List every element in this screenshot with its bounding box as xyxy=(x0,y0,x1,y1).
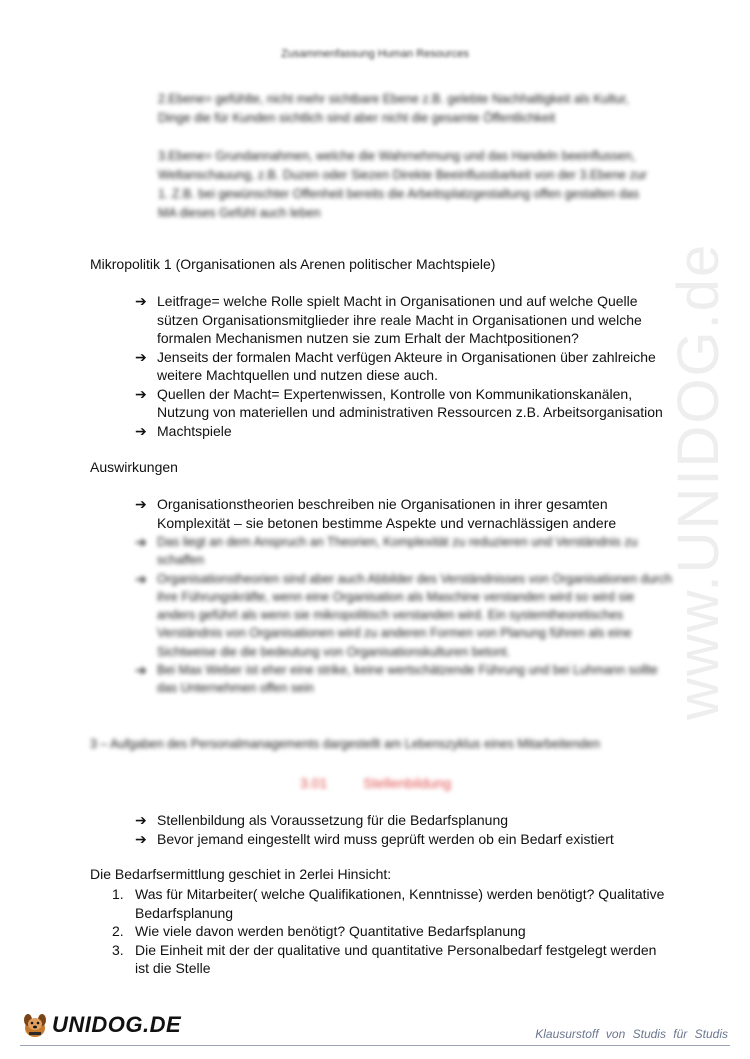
subsection-name: Stellenbildung xyxy=(363,775,452,791)
list-item: ➔ Das liegt an dem Anspruch an Theorien, Komplexität zu reduzieren und Verständnis zu schaffen xyxy=(135,534,638,568)
arrow-right-icon: ➔ xyxy=(135,570,147,587)
bedarf-list xyxy=(112,885,672,978)
footer-divider xyxy=(20,1045,730,1046)
auswirkungen-heading: Auswirkungen xyxy=(90,459,178,475)
arrow-right-icon: ➔ xyxy=(135,496,147,512)
arrow-right-icon: ➔ xyxy=(135,534,147,550)
logo-text: UNIDOG.DE xyxy=(52,1012,182,1037)
footer-tagline: Klausurstoff von Studis für Studis xyxy=(535,1027,728,1041)
list-item: ➔ Jenseits der formalen Macht verfügen Akteure in Organisationen über zahlreiche weitere Machtquellen und nutzen diese auch. xyxy=(135,348,656,383)
mikropolitik-list xyxy=(135,292,675,440)
page-header: Zusammenfassung Human Resources xyxy=(281,48,469,60)
auswirkungen-list xyxy=(135,495,675,532)
list-item: ➔ Organisationstheorien sind aber auch Abbilder des Verständnisses von Organisationen durch ihre Führungskräfte, wenn eine Organisation als Maschine verstanden wird so wird sie anders geführt als wenn sie mikropolitisch verstanden wird. Ein systemtheoretisches Verständnis von Organisationen wird zu anderen Formen von Planung führen als eine Sichtweise die die bedeutung von Organisationskulturen betont. xyxy=(135,570,672,659)
arrow-right-icon: ➔ xyxy=(135,830,147,847)
bedarf-heading: Die Bedarfsermittlung geschiet in 2erlei Hinsicht: xyxy=(90,866,392,882)
intro-paragraph-2: 3.Ebene= Grundannahmen, welche die Wahrnehmung und das Handeln beeinflussen, Weltanschauung, z.B. Duzen oder Siezen Direkte Beeinflussbarkeit von der 3.Ebene zur 1. Z.B. bei gewünschter Offenheit bereits die Arbeitsplatzgestaltung offen gestalten das MA dieses Gefühl auch leben xyxy=(158,149,647,220)
list-item: ➔ Machtspiele xyxy=(135,422,232,439)
list-item: 1. Was für Mitarbeiter( welche Qualifikationen, Kenntnisse) werden benötigt? Qualitative Bedarfsplanung xyxy=(112,886,665,921)
arrow-right-icon: ➔ xyxy=(135,662,147,679)
subsection-title xyxy=(300,775,451,791)
unidog-logo[interactable] xyxy=(20,1010,181,1040)
arrow-right-icon: ➔ xyxy=(135,812,147,828)
subsection-number: 3.01 xyxy=(300,775,328,791)
arrow-right-icon: ➔ xyxy=(135,422,147,439)
auswirkungen-blurred-list xyxy=(135,533,675,698)
list-item: ➔ Stellenbildung als Voraussetzung für die Bedarfsplanung xyxy=(135,812,509,828)
list-item: 2. Wie viele davon werden benötigt? Quantitative Bedarfsplanung xyxy=(112,923,526,939)
list-item: ➔ Bei Max Weber ist eher eine strike, keine wertschätzende Führung und bei Luhmann sollte das Unternehmen offen sein xyxy=(135,662,658,696)
arrow-right-icon: ➔ xyxy=(135,385,147,402)
stellenbildung-list xyxy=(135,811,675,848)
list-item: ➔ Quellen der Macht= Expertenwissen, Kontrolle von Kommunikationskanälen, Nutzung von materiellen und administrativen Ressourcen z.B. Arbeitsorganisation xyxy=(135,385,663,420)
list-item: ➔ Bevor jemand eingestellt wird muss geprüft werden ob ein Bedarf existiert xyxy=(135,830,614,847)
list-item: ➔ Leitfrage= welche Rolle spielt Macht in Organisationen und auf welche Quelle sützen Organisationsmitglieder ihre reale Macht in Organisationen und welche formalen Mechanismen nutzen sie zum Erhalt der Machtpositionen? xyxy=(135,293,642,346)
intro-paragraph-1: 2.Ebene= gefühlte, nicht mehr sichtbare Ebene z.B. gelebte Nachhaltigkeit als Kultur, Dinge die für Kunden sichtlich sind aber nicht die gesamte Öffentlichkeit xyxy=(158,92,629,125)
list-item: ➔ Organisationstheorien beschreiben nie Organisationen in ihrer gesamten Komplexität – sie betonen bestimme Aspekte und vernachlässigen andere xyxy=(135,496,617,531)
arrow-right-icon: ➔ xyxy=(135,293,147,309)
dog-icon xyxy=(20,1010,50,1040)
arrow-right-icon: ➔ xyxy=(135,348,147,365)
section-3-title: 3 – Aufgaben des Personalmanagements dargestellt am Lebenszyklus eines Mitarbeitenden xyxy=(90,737,601,751)
mikropolitik-heading: Mikropolitik 1 (Organisationen als Arenen politischer Machtspiele) xyxy=(90,256,496,272)
list-item: 3. Die Einheit mit der der qualitative und quantitative Personalbedarf festgelegt werden ist die Stelle xyxy=(112,941,657,976)
watermark: www.UNIDOG.de xyxy=(666,242,731,720)
